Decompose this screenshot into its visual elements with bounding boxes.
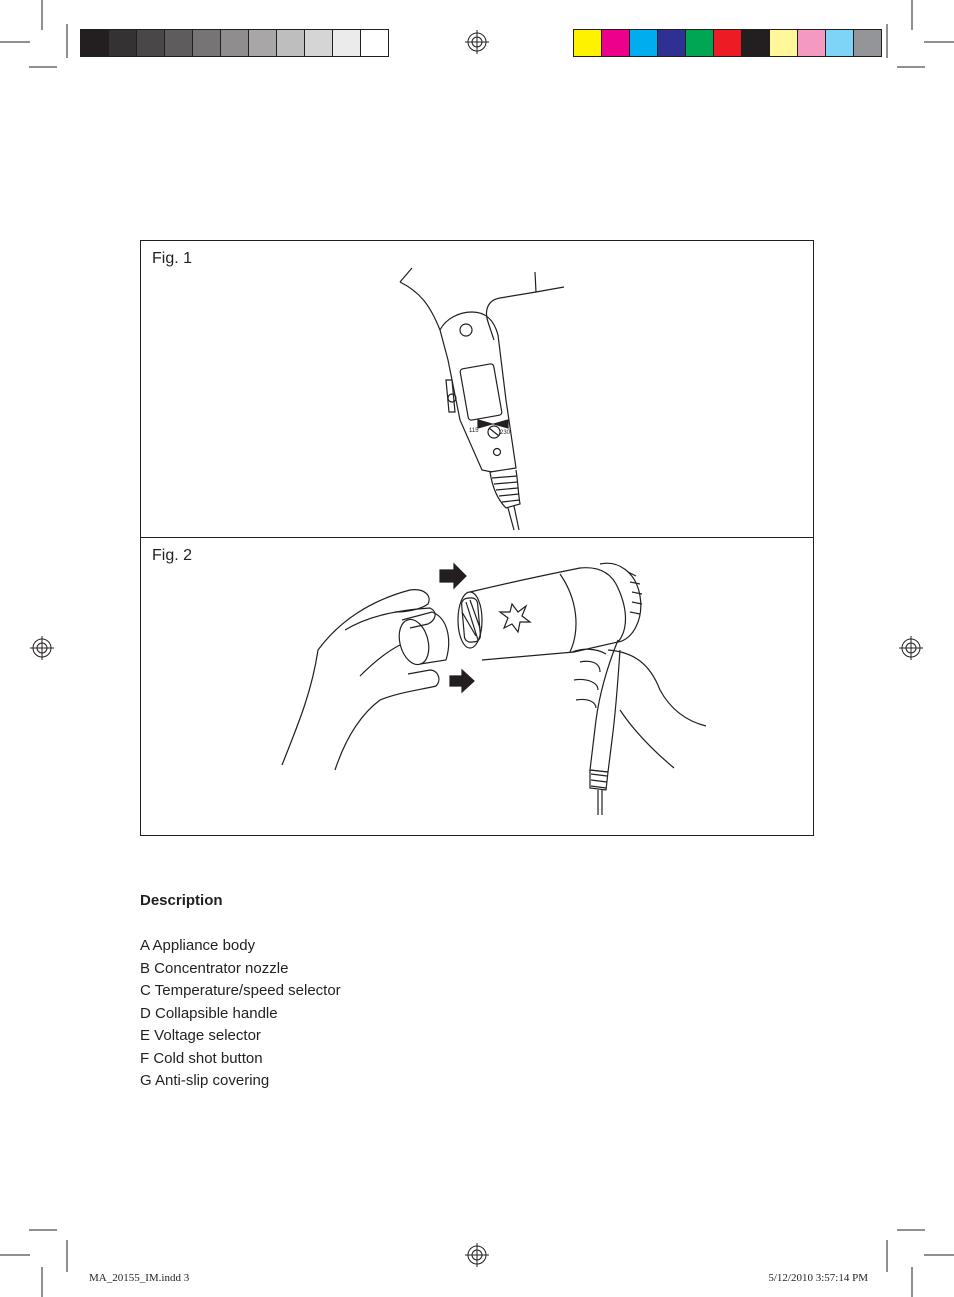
fig1-label: Fig. 1	[152, 250, 193, 267]
parts-list	[140, 935, 341, 1093]
color-swatch	[853, 30, 881, 56]
voltage-label-low: 115	[469, 428, 479, 434]
color-swatch	[769, 30, 797, 56]
fig1-dryer-handle-illustration	[400, 268, 564, 530]
list-item: D Collapsible handle	[140, 1004, 278, 1022]
grayscale-swatch	[220, 30, 248, 56]
grayscale-control-bar	[80, 29, 389, 57]
registration-target-left	[30, 636, 54, 660]
slug-timestamp: 5/12/2010 3:57:14 PM	[768, 1272, 868, 1284]
registration-target-bottom	[465, 1243, 489, 1267]
figure-frame-2	[141, 538, 814, 836]
color-swatch	[685, 30, 713, 56]
list-item: F Cold shot button	[140, 1049, 263, 1067]
grayscale-swatch	[304, 30, 332, 56]
grayscale-swatch	[81, 30, 108, 56]
fig2-nozzle-illustration	[282, 563, 706, 815]
color-swatch	[657, 30, 685, 56]
list-item: G Anti-slip covering	[140, 1072, 270, 1089]
list-item: A Appliance body	[140, 937, 256, 954]
color-swatch	[825, 30, 853, 56]
grayscale-swatch	[164, 30, 192, 56]
color-swatch	[601, 30, 629, 56]
list-item: B Concentrator nozzle	[140, 959, 289, 977]
list-item: E Voltage selector	[140, 1027, 261, 1044]
color-swatch	[713, 30, 741, 56]
color-swatch	[797, 30, 825, 56]
color-swatch	[741, 30, 769, 56]
figure-frame-1	[141, 241, 814, 538]
registration-target-top	[465, 30, 489, 54]
process-color-control-bar	[573, 29, 882, 57]
grayscale-swatch	[248, 30, 276, 56]
slug-file-name: MA_20155_IM.indd 3	[89, 1272, 190, 1284]
grayscale-swatch	[332, 30, 360, 56]
grayscale-swatch	[108, 30, 136, 56]
registration-target-right	[899, 636, 923, 660]
voltage-label-high: 230	[500, 430, 511, 436]
color-swatch	[629, 30, 657, 56]
grayscale-swatch	[192, 30, 220, 56]
grayscale-swatch	[276, 30, 304, 56]
grayscale-swatch	[136, 30, 164, 56]
grayscale-swatch	[360, 30, 388, 56]
list-item: C Temperature/speed selector	[140, 982, 341, 999]
color-swatch	[574, 30, 601, 56]
description-heading: Description	[140, 892, 223, 909]
fig2-label: Fig. 2	[152, 547, 193, 564]
